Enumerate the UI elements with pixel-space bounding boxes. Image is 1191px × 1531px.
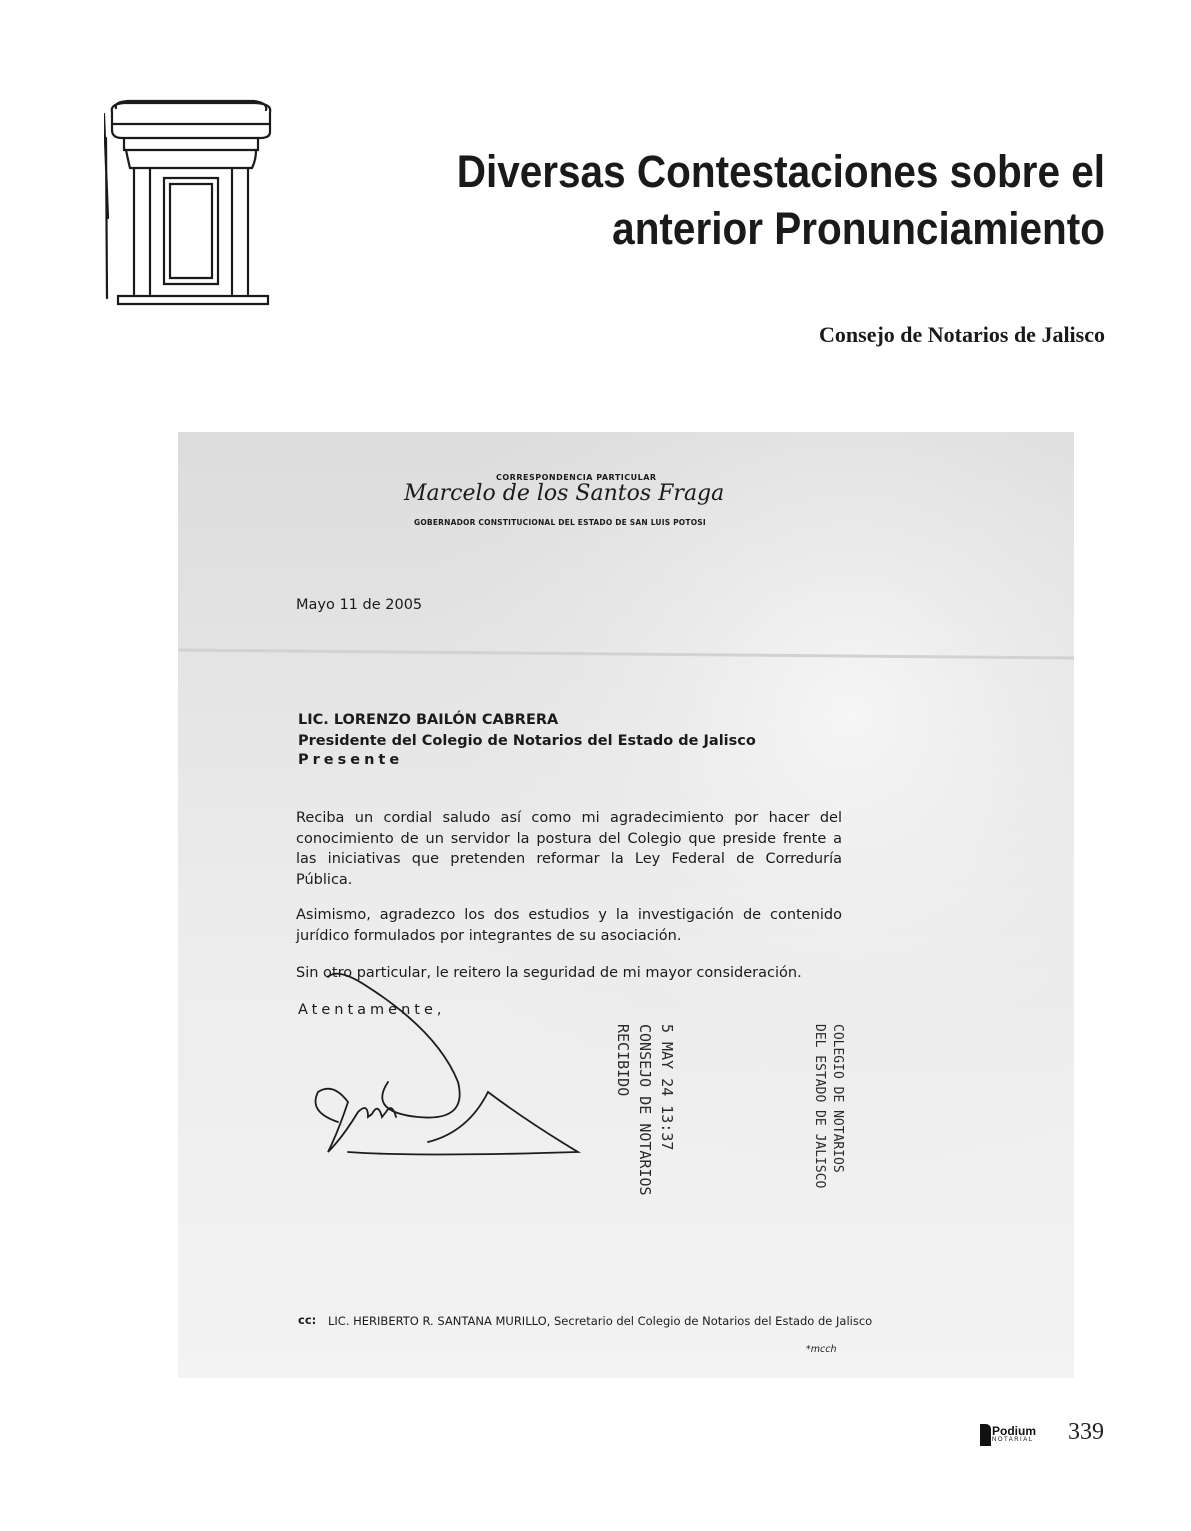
stamp-received-line-3: RECIBIDO (614, 1024, 632, 1097)
podium-logo (980, 1424, 1040, 1448)
letter-paragraph: Asimismo, agradezco los dos estudios y la investigación de contenido jurídico formulados por integrantes de su asociación. (296, 907, 842, 944)
stamp-colegio-line-2: DEL ESTADO DE JALISCO (812, 1024, 827, 1189)
title-line-2: anterior Pronunciamiento (612, 203, 1105, 254)
letterhead-label: CORRESPONDENCIA PARTICULAR (496, 473, 657, 482)
received-stamp (590, 1024, 678, 1196)
letter-paragraph: Sin otro particular, le reitero la seguridad de mi mayor consideración. (296, 965, 802, 981)
stamp-received-line-2: CONSEJO DE NOTARIOS (636, 1024, 654, 1196)
letter-closing: Atentamente, (298, 1002, 446, 1018)
scanned-letter (178, 432, 1074, 1378)
stamp-colegio-line-1: COLEGIO DE NOTARIOS (830, 1024, 845, 1173)
author-byline: Consejo de Notarios de Jalisco (819, 322, 1105, 347)
letterhead-office: GOBERNADOR CONSTITUCIONAL DEL ESTADO DE SAN LUIS POTOSI (414, 518, 706, 527)
letterhead-name: Marcelo de los Santos Fraga (404, 481, 725, 506)
signature-icon (298, 972, 598, 1172)
page-title (403, 143, 1105, 257)
cc-recipient: LIC. HERIBERTO R. SANTANA MURILLO, Secretario del Colegio de Notarios del Estado de Jalisco (328, 1314, 873, 1328)
stamp-received-line-1: 5 MAY 24 13:37 (658, 1024, 676, 1151)
footer-brand-sub: NOTARIAL (992, 1437, 1034, 1443)
letter-paragraph: Reciba un cordial saludo así como mi agradecimiento por hacer del conocimiento de un servidor la postura del Colegio que preside frente a las iniciativas que pretenden reformar la Ley Federal de Correduría Pública. (296, 810, 842, 888)
podium-logo-icon (980, 1424, 991, 1446)
footer-brand: Podium (992, 1424, 1036, 1438)
column-logo-icon (104, 98, 280, 308)
colegio-stamp (786, 1024, 846, 1224)
recipient-title: Presidente del Colegio de Notarios del Estado de Jalisco (298, 733, 756, 749)
cc-label: cc: (298, 1313, 317, 1327)
recipient-name: LIC. LORENZO BAILÓN CABRERA (298, 712, 559, 728)
page-number: 339 (1068, 1419, 1104, 1445)
letter-date: Mayo 11 de 2005 (296, 597, 423, 613)
recipient-salutation: Presente (298, 752, 404, 768)
title-line-1: Diversas Contestaciones sobre el (456, 146, 1105, 197)
typist-initials: *mcch (806, 1344, 837, 1355)
